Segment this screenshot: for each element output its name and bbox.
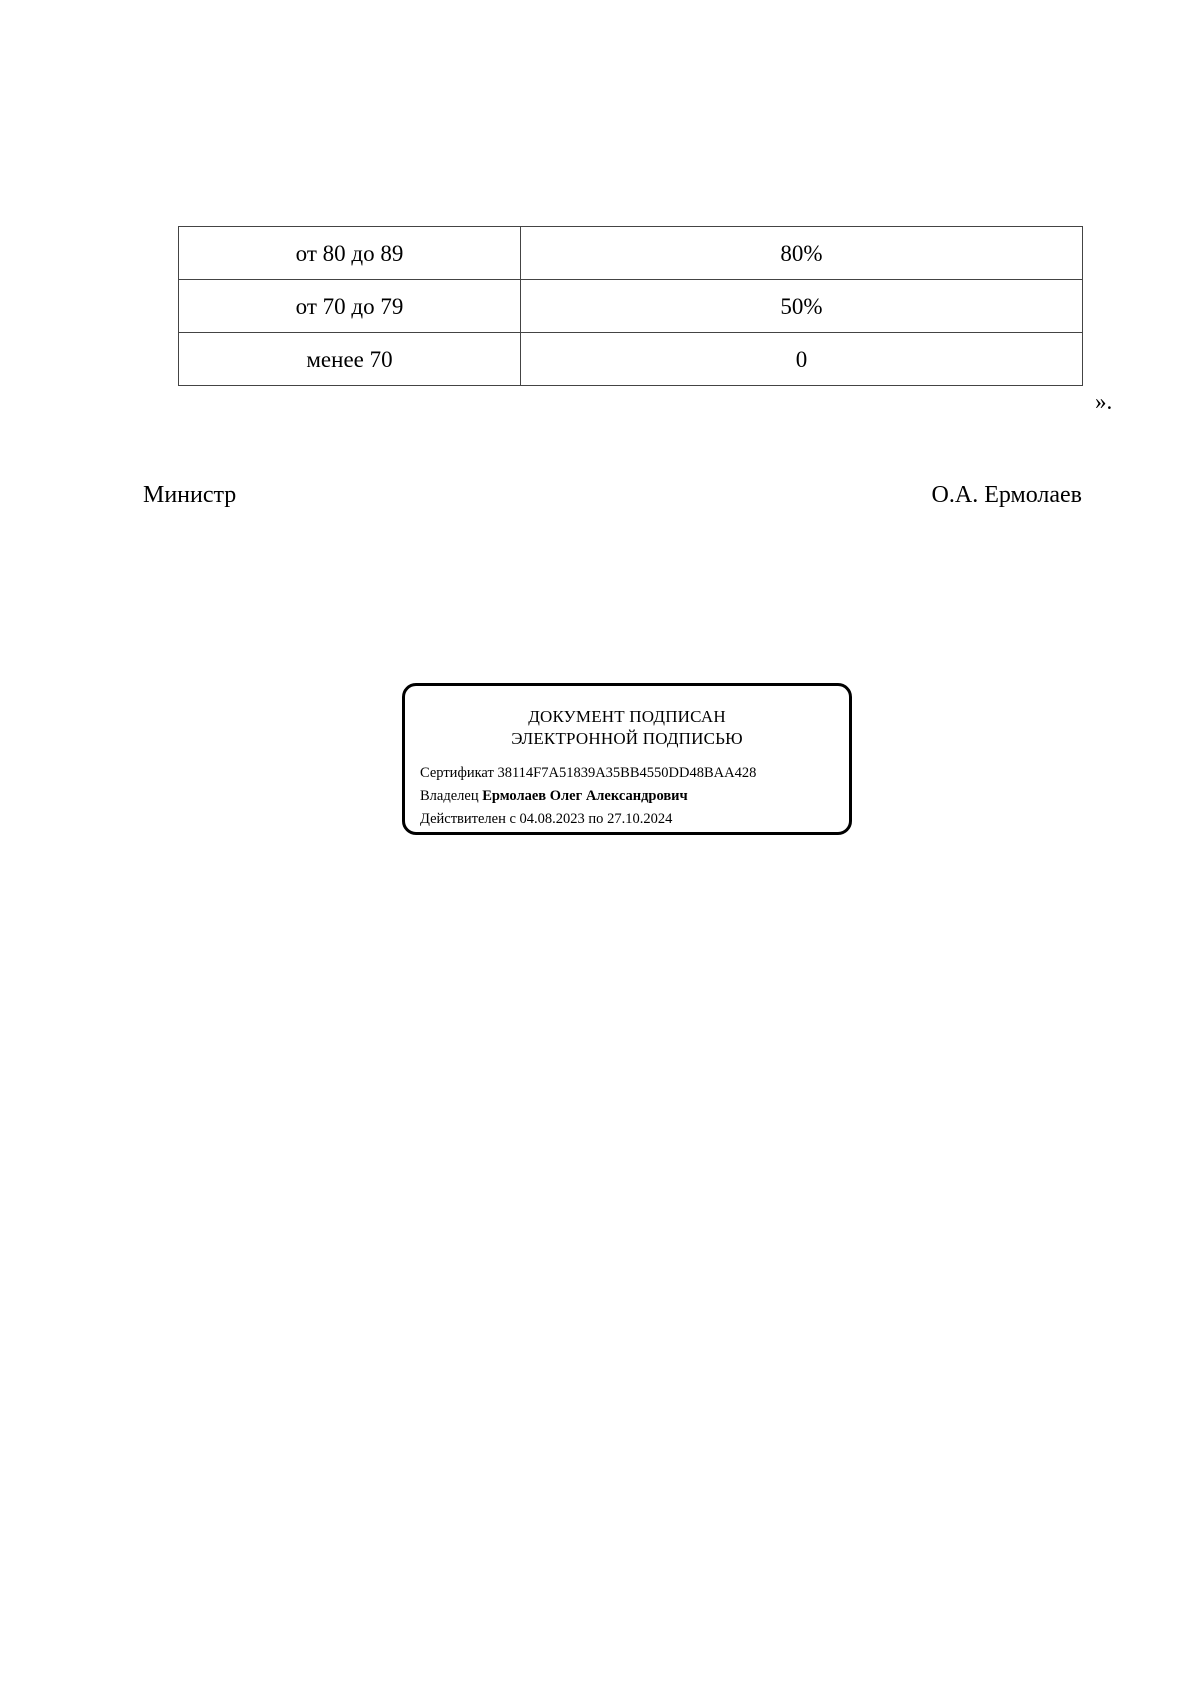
valid-to-date: 27.10.2024 <box>607 811 673 827</box>
owner-value: Ермолаев Олег Александрович <box>482 788 688 804</box>
table-cell-percent: 0 <box>521 333 1083 386</box>
table-cell-percent: 50% <box>521 280 1083 333</box>
stamp-validity <box>420 810 672 828</box>
electronic-signature-stamp <box>402 683 852 835</box>
stamp-heading-line: ЭЛЕКТРОННОЙ ПОДПИСЬЮ <box>511 729 743 748</box>
valid-to-label: по <box>588 811 604 827</box>
valid-label: Действителен <box>420 811 506 827</box>
stamp-heading <box>405 706 849 750</box>
table-cell-percent: 80% <box>521 227 1083 280</box>
closing-quote: ». <box>1095 389 1113 414</box>
table-cell-range: от 70 до 79 <box>179 280 521 333</box>
stamp-heading-line: ДОКУМЕНТ ПОДПИСАН <box>528 707 726 726</box>
certificate-value: 38114F7A51839A35BB4550DD48BAA428 <box>497 765 757 781</box>
signatory-name: О.А. Ермолаев <box>931 482 1082 508</box>
table-cell-range: от 80 до 89 <box>179 227 521 280</box>
table-row <box>179 227 1083 280</box>
valid-from-label: с <box>509 811 516 827</box>
table-row <box>179 280 1083 333</box>
signatory-title: Министр <box>143 482 237 508</box>
stamp-owner <box>420 787 688 805</box>
table-cell-range: менее 70 <box>179 333 521 386</box>
valid-from-date: 04.08.2023 <box>519 811 585 827</box>
certificate-label: Сертификат <box>420 765 494 781</box>
score-table <box>178 226 1083 386</box>
owner-label: Владелец <box>420 788 479 804</box>
stamp-certificate <box>420 764 756 782</box>
table-row <box>179 333 1083 386</box>
